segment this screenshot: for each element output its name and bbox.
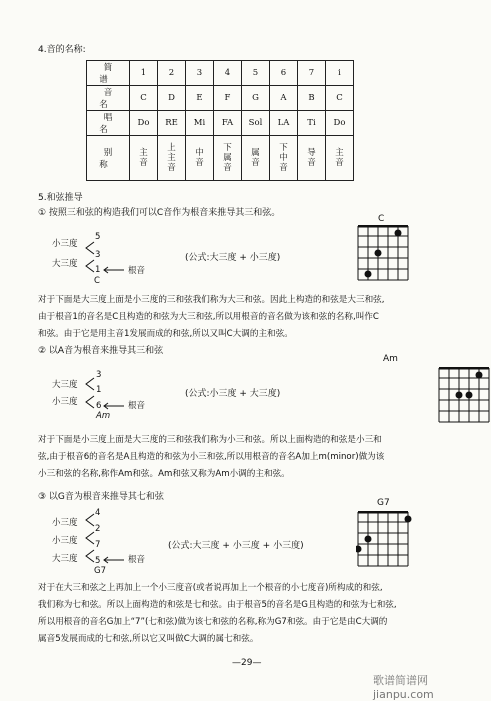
part1-formula: (公式:大三度 + 小三度) — [185, 253, 281, 263]
cell: Mi — [186, 111, 214, 136]
cell: D — [158, 86, 186, 111]
cell: i — [326, 61, 354, 86]
part1-para-line1: 对于下面是大三度上面是小三度的三和弦我们称为大三和弦。因此上构造的和弦是大三和弦, — [38, 295, 385, 305]
part3-degree-mid: 小三度 — [52, 536, 78, 546]
watermark: 歌谱简谱网 jianpu.com — [373, 674, 434, 701]
cell: A — [270, 86, 298, 111]
part2-note-6: 6 — [96, 401, 102, 411]
part2-degree-upper: 大三度 — [52, 380, 78, 390]
part3-para-line1: 对于在大三和弦之上再加上一个小三度音(或者说再加上一个根音的小七度音)所构成的和弦, — [38, 583, 383, 593]
cell: Ti — [298, 111, 326, 136]
cell: Do — [326, 111, 354, 136]
part2-para-line3: 小三和弦的名称,称作Am和弦。Am和弦又称为Am小调的主和弦。 — [38, 469, 290, 479]
part1-chord-name: C — [378, 214, 385, 224]
part1-chord-diagram — [356, 225, 412, 283]
part3-stack-brackets — [84, 510, 144, 580]
cell: F — [214, 86, 242, 111]
cell: B — [298, 86, 326, 111]
cell: 3 — [186, 61, 214, 86]
cell: Do — [130, 111, 158, 136]
part2-para-line2: 弦,由于根音6的音名是A且构造的和弦为小三和弦,所以用根音的音名A加上m(minor)做为该 — [38, 452, 385, 462]
cell: 7 — [298, 61, 326, 86]
part2-degree-lower: 小三度 — [52, 397, 78, 407]
vertical-text: 上主音 — [167, 143, 176, 173]
vertical-text: 中音 — [195, 148, 204, 168]
part3-heading: ③ 以G音为根音来推导其七和弦 — [38, 492, 164, 502]
cell — [298, 136, 326, 181]
header-biecheng: 别称 — [87, 136, 130, 181]
part1-root-label: 根音 — [128, 266, 146, 276]
vertical-text: 下属音 — [223, 143, 232, 173]
part2-note-3: 3 — [96, 370, 102, 380]
cell: 4 — [214, 61, 242, 86]
cell: FA — [214, 111, 242, 136]
vertical-text: 下中音 — [279, 143, 288, 173]
cell — [270, 136, 298, 181]
cell: G — [242, 86, 270, 111]
part2-note-1: 1 — [96, 385, 102, 395]
part2-root-label: 根音 — [128, 401, 146, 411]
cell: 1 — [130, 61, 158, 86]
part2-formula: (公式:小三度 + 大三度) — [185, 389, 281, 399]
part1-heading: ① 按照三和弦的构造我们可以C音作为根音来推导其三和弦。 — [38, 208, 281, 218]
cell — [242, 136, 270, 181]
part2-para-line1: 对于下面是小三度上面是大三度的三和弦我们称为小三和弦。所以上面构造的和弦是小三和 — [38, 435, 382, 445]
part3-note-5: 5 — [95, 556, 101, 566]
part1-root-note: C — [94, 276, 100, 286]
cell: RE — [158, 111, 186, 136]
header-jianpu: 简谱 — [87, 61, 130, 86]
cell: 6 — [270, 61, 298, 86]
cell: 2 — [158, 61, 186, 86]
part3-degree-top: 小三度 — [52, 518, 78, 528]
part1-para-line2: 由于根音1的音名是C且构造的和弦为大三和弦,所以用根音的音名做为该和弦的名称,叫作C — [38, 312, 379, 322]
part1-degree-lower: 大三度 — [52, 259, 78, 269]
part2-heading: ② 以A音为根音来推导其三和弦 — [38, 346, 164, 356]
part3-degree-bottom: 大三度 — [52, 554, 78, 564]
part3-root-label: 根音 — [128, 555, 146, 565]
part1-degree-upper: 小三度 — [52, 239, 78, 249]
part1-note-1: 1 — [95, 265, 101, 275]
page-number: —29— — [232, 658, 262, 668]
cell — [158, 136, 186, 181]
part3-para-line3: 所以用根音的音名G加上“7”(七和弦)做为该七和弦的名称,称为G7和弦。由于它是由C大调的 — [38, 617, 388, 627]
section-4-title: 4.音的名称: — [38, 45, 86, 55]
cell — [130, 136, 158, 181]
part3-note-4: 4 — [95, 508, 101, 518]
cell: C — [326, 86, 354, 111]
part3-para-line2: 我们称为七和弦。所以上面构造的和弦是七和弦。由于根音5的音名是G且构造的和弦为七和弦, — [38, 600, 397, 610]
part3-formula: (公式:大三度 + 小三度 + 小三度) — [168, 541, 304, 551]
part1-note-3: 3 — [95, 250, 101, 260]
cell — [186, 136, 214, 181]
part2-root-note: Am — [96, 411, 111, 421]
vertical-text: 主音 — [335, 148, 344, 168]
cell — [326, 136, 354, 181]
part3-note-7: 7 — [95, 540, 101, 550]
cell: C — [130, 86, 158, 111]
part3-chord-diagram — [356, 511, 412, 569]
header-changming: 唱名 — [87, 111, 130, 136]
section-5-title: 5.和弦推导 — [38, 193, 83, 203]
cell: Sol — [242, 111, 270, 136]
part3-chord-name: G7 — [377, 498, 390, 508]
cell: LA — [270, 111, 298, 136]
vertical-text: 属音 — [251, 148, 260, 168]
vertical-text: 主音 — [139, 148, 148, 168]
header-yinming: 音名 — [87, 86, 130, 111]
vertical-text: 导音 — [307, 148, 316, 168]
part2-chord-name: Am — [383, 354, 398, 364]
part1-note-5: 5 — [95, 232, 101, 242]
cell: E — [186, 86, 214, 111]
cell — [214, 136, 242, 181]
part3-para-line4: 属音5发展而成的七和弦,所以它又叫做C大调的属七和弦。 — [38, 634, 259, 644]
note-names-table — [86, 60, 354, 181]
part1-para-line3: 和弦。由于它是用主音1发展而成的和弦,所以又叫C大调的主和弦。 — [38, 329, 293, 339]
part2-stack-brackets — [84, 370, 144, 420]
cell: 5 — [242, 61, 270, 86]
part3-note-2: 2 — [95, 524, 101, 534]
part2-chord-diagram — [437, 367, 491, 425]
part3-root-note: G7 — [94, 566, 106, 576]
